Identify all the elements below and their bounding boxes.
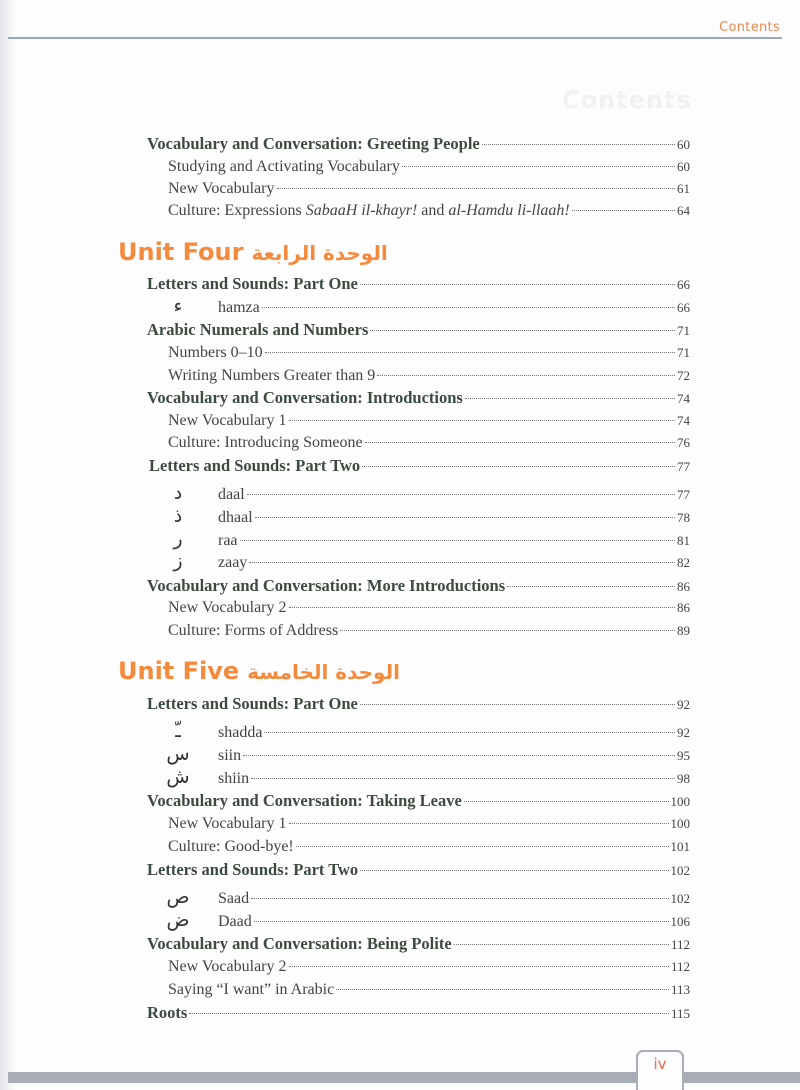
entry-title: Studying and Activating Vocabulary — [168, 158, 400, 175]
dot-leader — [377, 375, 675, 376]
page-number: 101 — [670, 839, 690, 854]
entry-title: New Vocabulary 2 — [168, 599, 287, 616]
page-number: 95 — [677, 748, 690, 763]
dot-leader — [360, 704, 675, 705]
unit-heading[interactable] — [118, 657, 400, 685]
page-number: 98 — [677, 771, 690, 786]
dot-leader — [243, 755, 675, 756]
toc-entry[interactable] — [168, 365, 690, 387]
page-number: 74 — [677, 413, 690, 428]
entry-title: Daad — [218, 913, 252, 930]
arabic-letter-glyph: ض — [166, 909, 190, 931]
page-number: 76 — [677, 435, 690, 450]
toc-entry[interactable] — [168, 597, 690, 619]
dot-leader — [189, 1013, 669, 1014]
dot-leader — [402, 166, 675, 167]
toc-entry-letter[interactable] — [168, 484, 690, 506]
toc-entry-letter[interactable] — [168, 530, 690, 552]
entry-title: Vocabulary and Conversation: Taking Leave — [147, 791, 462, 810]
page-number: 60 — [677, 137, 690, 152]
page-number: 112 — [670, 937, 690, 952]
toc-entry[interactable] — [168, 156, 690, 178]
dot-leader — [360, 284, 675, 285]
entry-title: dhaal — [218, 509, 253, 526]
dot-leader — [482, 144, 675, 145]
toc-entry-letter[interactable] — [168, 911, 690, 933]
page-number: 64 — [677, 203, 690, 218]
page-number: 60 — [677, 159, 690, 174]
dot-leader — [264, 732, 675, 733]
toc-entry[interactable] — [149, 455, 690, 478]
entry-title: Culture: Good-bye! — [168, 838, 294, 855]
page-number: 77 — [677, 459, 690, 474]
toc-entry[interactable] — [168, 432, 690, 454]
toc-entry[interactable] — [168, 979, 690, 1001]
toc-entry[interactable] — [147, 273, 690, 296]
page-number: 61 — [677, 181, 690, 196]
toc-entry-letter[interactable] — [168, 722, 690, 744]
toc-entry[interactable] — [147, 933, 690, 956]
title-part: and — [417, 202, 449, 219]
page-number: 66 — [677, 277, 690, 292]
toc-entry[interactable] — [168, 813, 690, 835]
page-number: 66 — [677, 300, 690, 315]
entry-title: New Vocabulary 1 — [168, 815, 287, 832]
entry-title: Culture: Forms of Address — [168, 622, 339, 639]
entry-title: Vocabulary and Conversation: More Introductions — [147, 576, 506, 595]
dot-leader — [370, 330, 675, 331]
toc-entry[interactable] — [147, 133, 690, 156]
dot-leader — [240, 540, 675, 541]
entry-title: Letters and Sounds: Part Two — [149, 456, 361, 475]
page-number: 112 — [670, 959, 690, 974]
toc-entry[interactable] — [147, 790, 690, 813]
page-folio: iv — [653, 1055, 667, 1073]
page-number: 100 — [670, 794, 690, 809]
entry-title: Letters and Sounds: Part One — [147, 274, 358, 293]
dot-leader — [340, 630, 675, 631]
toc-entry[interactable] — [168, 836, 690, 858]
page-number: 71 — [677, 345, 690, 360]
arabic-letter-glyph: ء — [173, 295, 183, 317]
page-number: 81 — [677, 533, 690, 548]
dot-leader — [265, 352, 675, 353]
dot-leader — [251, 898, 668, 899]
page-number: 86 — [677, 579, 690, 594]
dot-leader — [507, 586, 675, 587]
toc-entry[interactable] — [168, 956, 690, 978]
toc-entry[interactable] — [147, 387, 690, 410]
unit-label: Unit Five — [118, 657, 240, 685]
running-head: Contents — [719, 20, 780, 35]
entry-title: Letters and Sounds: Part Two — [147, 860, 359, 879]
toc-entry-letter[interactable] — [168, 297, 690, 319]
page-number: 92 — [677, 697, 690, 712]
entry-title: hamza — [218, 299, 260, 316]
entry-title: New Vocabulary 2 — [168, 958, 287, 975]
toc-entry[interactable] — [147, 319, 690, 342]
toc-entry[interactable] — [168, 620, 690, 642]
bleed-through-title: Contents — [562, 86, 692, 114]
dot-leader — [255, 517, 675, 518]
entry-title: Saad — [218, 890, 250, 907]
dot-leader — [360, 870, 668, 871]
page-edge — [0, 0, 14, 1090]
entry-title: shadda — [218, 724, 263, 741]
dot-leader — [247, 494, 675, 495]
dot-leader — [254, 921, 669, 922]
entry-title: Saying “I want” in Arabic — [168, 981, 335, 998]
entry-title: Arabic Numerals and Numbers — [147, 320, 369, 339]
dot-leader — [454, 944, 669, 945]
toc-entry[interactable] — [168, 178, 690, 200]
toc-entry[interactable] — [168, 410, 690, 432]
page-number: 74 — [677, 391, 690, 406]
unit-arabic-label: الوحدة الرابعة — [251, 241, 388, 265]
arabic-letter-glyph: ص — [166, 886, 190, 908]
dot-leader — [289, 607, 676, 608]
dot-leader — [249, 562, 675, 563]
dot-leader — [289, 823, 669, 824]
dot-leader — [465, 398, 675, 399]
dot-leader — [289, 420, 676, 421]
page-number: 89 — [677, 623, 690, 638]
title-part: Culture: Expressions — [168, 202, 306, 219]
arabic-letter-glyph: ز — [173, 550, 183, 572]
toc-entry[interactable] — [168, 200, 690, 222]
entry-title: Writing Numbers Greater than 9 — [168, 367, 376, 384]
dot-leader — [572, 210, 675, 211]
dot-leader — [362, 466, 675, 467]
entry-title: daal — [218, 486, 245, 503]
entry-title: Letters and Sounds: Part One — [147, 694, 358, 713]
page-number: 102 — [670, 891, 690, 906]
header-rule — [8, 37, 782, 39]
dot-leader — [262, 307, 675, 308]
page-number: 106 — [670, 914, 690, 929]
arabic-letter-glyph: ر — [173, 528, 183, 550]
page-number: 86 — [677, 600, 690, 615]
entry-title: Roots — [147, 1003, 188, 1022]
page-number: 71 — [677, 323, 690, 338]
toc-entry-letter[interactable] — [168, 507, 690, 529]
page-number: 113 — [670, 982, 690, 997]
arabic-letter-glyph: ـّ — [175, 720, 181, 742]
toc-entry[interactable] — [168, 342, 690, 364]
title-italic: SabaaH il-khayr! — [305, 202, 418, 219]
arabic-letter-glyph: د — [173, 482, 183, 504]
arabic-letter-glyph: ش — [166, 766, 190, 788]
page-number: 77 — [677, 487, 690, 502]
page-number: 78 — [677, 510, 690, 525]
dot-leader — [365, 442, 675, 443]
page-number: 82 — [677, 555, 690, 570]
page-number: 115 — [670, 1006, 690, 1021]
dot-leader — [464, 801, 669, 802]
dot-leader — [296, 846, 669, 847]
dot-leader — [336, 989, 669, 990]
toc-entry[interactable] — [147, 693, 690, 716]
toc-entry-letter[interactable] — [168, 888, 690, 910]
entry-title — [168, 200, 570, 222]
arabic-letter-glyph: ذ — [173, 505, 183, 527]
entry-title: zaay — [218, 554, 248, 571]
arabic-letter-glyph: س — [166, 743, 190, 765]
title-italic: al-Hamdu li-llaah! — [448, 202, 570, 219]
dot-leader — [251, 778, 675, 779]
toc-entry-letter[interactable] — [168, 768, 690, 790]
entry-title: siin — [218, 747, 242, 764]
entry-title: New Vocabulary — [168, 180, 275, 197]
unit-label: Unit Four — [118, 238, 244, 266]
entry-title: shiin — [218, 770, 250, 787]
entry-title: Vocabulary and Conversation: Greeting People — [147, 134, 480, 153]
toc-entry-letter[interactable] — [168, 745, 690, 767]
entry-title: New Vocabulary 1 — [168, 412, 287, 429]
page-number: 102 — [670, 863, 690, 878]
page-number: 92 — [677, 725, 690, 740]
unit-arabic-label: الوحدة الخامسة — [247, 660, 400, 684]
toc-entry[interactable] — [147, 1002, 690, 1025]
entry-title: Numbers 0–10 — [168, 344, 263, 361]
entry-title: Vocabulary and Conversation: Being Polite — [147, 934, 452, 953]
toc-entry-letter[interactable] — [168, 552, 690, 574]
entry-title: Culture: Introducing Someone — [168, 434, 363, 451]
page-number: 100 — [670, 816, 690, 831]
entry-title: raa — [218, 532, 238, 549]
unit-heading[interactable] — [118, 238, 388, 266]
page-number: 72 — [677, 368, 690, 383]
entry-title: Vocabulary and Conversation: Introductions — [147, 388, 463, 407]
dot-leader — [277, 188, 676, 189]
toc-entry[interactable] — [147, 575, 690, 598]
toc-entry[interactable] — [147, 859, 690, 882]
dot-leader — [289, 966, 669, 967]
